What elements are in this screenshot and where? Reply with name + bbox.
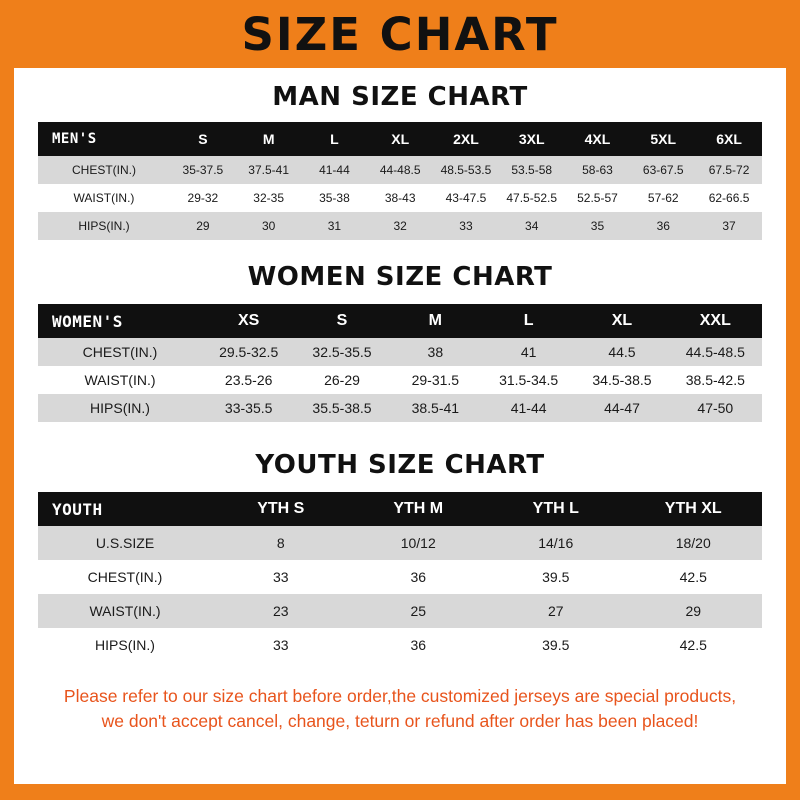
youth-cell-3-0: 33 <box>212 628 350 662</box>
youth-section-title: YOUTH SIZE CHART <box>255 450 545 480</box>
men-cell-0-6: 58-63 <box>565 156 631 184</box>
men-cell-2-2: 31 <box>302 212 368 240</box>
men-row-label-2: HIPS(IN.) <box>38 212 170 240</box>
men-cell-1-2: 35-38 <box>302 184 368 212</box>
table-row <box>38 184 762 212</box>
men-cell-2-3: 32 <box>367 212 433 240</box>
youth-cell-2-3: 29 <box>625 594 763 628</box>
women-cell-1-4: 34.5-38.5 <box>575 366 668 394</box>
women-section-title: WOMEN SIZE CHART <box>247 262 553 292</box>
women-cell-2-5: 47-50 <box>669 394 762 422</box>
men-cell-2-4: 33 <box>433 212 499 240</box>
youth-cell-1-1: 36 <box>350 560 488 594</box>
women-cell-0-4: 44.5 <box>575 338 668 366</box>
men-row-label-0: CHEST(IN.) <box>38 156 170 184</box>
men-col-header-8: 5XL <box>630 122 696 156</box>
women-cell-2-0: 33-35.5 <box>202 394 295 422</box>
women-cell-1-1: 26-29 <box>295 366 388 394</box>
women-cell-2-2: 38.5-41 <box>389 394 482 422</box>
women-row-label-0: CHEST(IN.) <box>38 338 202 366</box>
men-col-header-5: 2XL <box>433 122 499 156</box>
men-cell-1-3: 38-43 <box>367 184 433 212</box>
youth-col-header-4: YTH XL <box>625 492 763 526</box>
men-cell-2-6: 35 <box>565 212 631 240</box>
youth-row-label-1: CHEST(IN.) <box>38 560 212 594</box>
youth-cell-3-1: 36 <box>350 628 488 662</box>
youth-cell-0-3: 18/20 <box>625 526 763 560</box>
women-cell-0-0: 29.5-32.5 <box>202 338 295 366</box>
men-cell-0-3: 44-48.5 <box>367 156 433 184</box>
youth-cell-3-3: 42.5 <box>625 628 763 662</box>
women-col-header-4: L <box>482 304 575 338</box>
men-cell-1-1: 32-35 <box>236 184 302 212</box>
youth-cell-1-2: 39.5 <box>487 560 625 594</box>
men-cell-0-5: 53.5-58 <box>499 156 565 184</box>
footer-note <box>24 684 776 735</box>
youth-section <box>14 450 786 662</box>
youth-table-head <box>38 492 762 526</box>
women-cell-1-3: 31.5-34.5 <box>482 366 575 394</box>
women-col-header-2: S <box>295 304 388 338</box>
men-table-body <box>38 156 762 240</box>
women-cell-2-4: 44-47 <box>575 394 668 422</box>
youth-cell-0-1: 10/12 <box>350 526 488 560</box>
men-cell-0-7: 63-67.5 <box>630 156 696 184</box>
youth-col-header-3: YTH L <box>487 492 625 526</box>
youth-cell-2-1: 25 <box>350 594 488 628</box>
women-section <box>14 262 786 422</box>
youth-cell-3-2: 39.5 <box>487 628 625 662</box>
men-col-header-1: S <box>170 122 236 156</box>
footer-note-line-2: we don't accept cancel, change, teturn or refund after order has been placed! <box>101 711 699 732</box>
women-header-row <box>38 304 762 338</box>
men-cell-2-0: 29 <box>170 212 236 240</box>
men-size-table <box>38 122 762 240</box>
women-cell-1-5: 38.5-42.5 <box>669 366 762 394</box>
youth-row-label-0: U.S.SIZE <box>38 526 212 560</box>
women-cell-1-0: 23.5-26 <box>202 366 295 394</box>
men-cell-2-8: 37 <box>696 212 762 240</box>
youth-table-body <box>38 526 762 662</box>
youth-size-table <box>38 492 762 662</box>
men-header-row <box>38 122 762 156</box>
header-bar <box>0 0 800 68</box>
youth-row-label-2: WAIST(IN.) <box>38 594 212 628</box>
women-table-head <box>38 304 762 338</box>
youth-cell-1-3: 42.5 <box>625 560 763 594</box>
youth-col-header-0: YOUTH <box>38 492 212 526</box>
table-row <box>38 526 762 560</box>
table-row <box>38 628 762 662</box>
men-cell-2-1: 30 <box>236 212 302 240</box>
footer-note-line-1: Please refer to our size chart before order,the customized jerseys are special products, <box>63 686 737 706</box>
table-row <box>38 594 762 628</box>
men-table-head <box>38 122 762 156</box>
women-col-header-1: XS <box>202 304 295 338</box>
youth-cell-2-0: 23 <box>212 594 350 628</box>
men-col-header-3: L <box>302 122 368 156</box>
women-size-table <box>38 304 762 422</box>
table-row <box>38 212 762 240</box>
women-col-header-3: M <box>389 304 482 338</box>
women-col-header-0: WOMEN'S <box>38 304 202 338</box>
women-row-label-1: WAIST(IN.) <box>38 366 202 394</box>
men-cell-0-8: 67.5-72 <box>696 156 762 184</box>
men-col-header-6: 3XL <box>499 122 565 156</box>
men-cell-1-6: 52.5-57 <box>565 184 631 212</box>
bottom-accent-bar <box>0 784 800 800</box>
table-row <box>38 560 762 594</box>
women-cell-0-2: 38 <box>389 338 482 366</box>
men-cell-0-1: 37.5-41 <box>236 156 302 184</box>
men-col-header-2: M <box>236 122 302 156</box>
women-row-label-2: HIPS(IN.) <box>38 394 202 422</box>
men-col-header-0: MEN'S <box>38 122 170 156</box>
men-cell-1-5: 47.5-52.5 <box>499 184 565 212</box>
table-row <box>38 156 762 184</box>
women-cell-0-1: 32.5-35.5 <box>295 338 388 366</box>
men-cell-2-7: 36 <box>630 212 696 240</box>
men-col-header-7: 4XL <box>565 122 631 156</box>
men-cell-0-4: 48.5-53.5 <box>433 156 499 184</box>
men-row-label-1: WAIST(IN.) <box>38 184 170 212</box>
men-cell-0-2: 41-44 <box>302 156 368 184</box>
youth-cell-0-0: 8 <box>212 526 350 560</box>
youth-header-row <box>38 492 762 526</box>
men-cell-1-7: 57-62 <box>630 184 696 212</box>
youth-col-header-1: YTH S <box>212 492 350 526</box>
men-cell-0-0: 35-37.5 <box>170 156 236 184</box>
men-cell-1-0: 29-32 <box>170 184 236 212</box>
women-cell-2-3: 41-44 <box>482 394 575 422</box>
men-section-title: MAN SIZE CHART <box>272 82 528 112</box>
youth-col-header-2: YTH M <box>350 492 488 526</box>
women-col-header-5: XL <box>575 304 668 338</box>
men-cell-2-5: 34 <box>499 212 565 240</box>
youth-cell-2-2: 27 <box>487 594 625 628</box>
table-row <box>38 366 762 394</box>
women-col-header-6: XXL <box>669 304 762 338</box>
youth-cell-1-0: 33 <box>212 560 350 594</box>
table-row <box>38 394 762 422</box>
men-col-header-4: XL <box>367 122 433 156</box>
men-section <box>14 82 786 240</box>
men-col-header-9: 6XL <box>696 122 762 156</box>
women-cell-2-1: 35.5-38.5 <box>295 394 388 422</box>
women-cell-0-5: 44.5-48.5 <box>669 338 762 366</box>
youth-row-label-3: HIPS(IN.) <box>38 628 212 662</box>
men-cell-1-4: 43-47.5 <box>433 184 499 212</box>
women-cell-1-2: 29-31.5 <box>389 366 482 394</box>
men-cell-1-8: 62-66.5 <box>696 184 762 212</box>
women-table-body <box>38 338 762 422</box>
youth-cell-0-2: 14/16 <box>487 526 625 560</box>
page-title: SIZE CHART <box>241 7 559 61</box>
table-row <box>38 338 762 366</box>
women-cell-0-3: 41 <box>482 338 575 366</box>
